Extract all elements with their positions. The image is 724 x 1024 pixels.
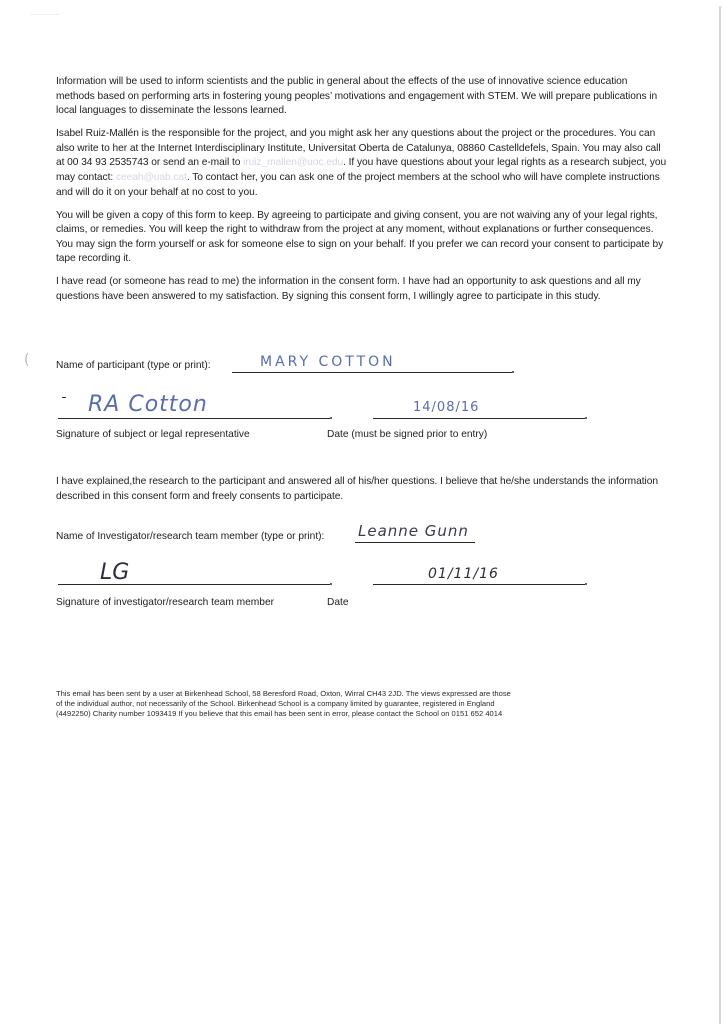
email-disclaimer-footer: This email has been sent by a user at Birkenhead School, 58 Beresford Road, Oxton, Wirral CH43 2JD. The views expressed are those of the individual author, not necessarily of the School. Birkenhead School is a company limited by guarantee, registered in England (4492250) Charity number 1093419 If you believe that this email has been sent in error, please contact the School on 0151 652 4014 — [56, 689, 511, 719]
line-end-dot — [330, 583, 332, 585]
participant-name-label: Name of participant (type or print): — [56, 360, 211, 371]
line-end-dot — [585, 583, 587, 585]
page-edge-shadow — [719, 6, 721, 1024]
email-link-ethics[interactable]: ceeah@uab.cat — [115, 171, 187, 183]
participant-name-field[interactable]: MARY COTTON — [260, 354, 396, 370]
investigator-signature-line — [58, 584, 330, 585]
investigator-name-line — [355, 542, 475, 543]
investigator-date-field[interactable]: 01/11/16 — [428, 566, 499, 582]
scan-margin-mark: ( — [24, 352, 30, 368]
participant-name-line — [232, 372, 512, 373]
investigator-signature-label: Signature of investigator/research team member — [56, 597, 275, 608]
investigator-name-field[interactable]: Leanne Gunn — [358, 522, 469, 540]
participant-date-field[interactable]: 14/08/16 — [413, 400, 480, 415]
scan-corner-mark — [30, 14, 60, 39]
investigator-name-label: Name of Investigator/research team member (type or print): — [56, 531, 325, 542]
paragraph-contact: Isabel Ruiz-Mallén is the responsible for the project, and you might ask her any questions about the project or the procedures. You can also write to her at the Internet Interdisciplinary Institute, Universitat Oberta de Catalunya, 08860 Castelldefels, Spain. You may also call at 00 34 93 2535743 or send an e-mail to iruiz_mallen@uoc.edu. If you have questions about your legal rights as a research subject, you may contact: ceeah@uab.cat. To contact her, you can ask one of the project members at the school who will have complete instructions and will do it on your behalf at no cost to you. — [56, 128, 667, 198]
participant-date-line — [373, 418, 585, 419]
investigator-statement: I have explained,the research to the participant and answered all of his/her questions. I believe that he/she understands the information described in this consent form and freely consents to participate. — [56, 476, 658, 502]
stray-mark — [62, 397, 66, 398]
paragraph-information-use: Information will be used to inform scientists and the public in general about the effects of the use of innovative science education methods based on performing arts in fostering young peoples’ motivations and engagement with STEM. We will prepare publications in local languages to disseminate the lessons learned. — [56, 76, 658, 117]
investigator-signature-field[interactable]: LG — [100, 560, 130, 585]
investigator-date-label: Date — [327, 597, 349, 608]
participant-signature-line — [58, 418, 330, 419]
line-end-dot — [585, 417, 587, 419]
line-end-dot — [330, 417, 332, 419]
consent-body — [56, 75, 668, 313]
participant-signature-label: Signature of subject or legal representative — [56, 429, 250, 440]
participant-signature-field[interactable]: RA Cotton — [88, 392, 208, 417]
paragraph-rights: You will be given a copy of this form to keep. By agreeing to participate and giving consent, you are not waiving any of your legal rights, claims, or remedies. You will keep the right to withdraw from the project at any moment, without explanations or further consequences. You may sign the form yourself or ask for someone else to sign on your behalf. If you prefer we can record your consent to participate by tape recording it. — [56, 209, 664, 265]
participant-date-label: Date (must be signed prior to entry) — [327, 429, 488, 440]
line-end-dot — [512, 371, 514, 373]
email-link-project-lead[interactable]: iruiz_mallen@uoc.edu — [243, 157, 344, 169]
paragraph-agreement: I have read (or someone has read to me) the information in the consent form. I have had an opportunity to ask questions and all my questions have been answered to my satisfaction. By signing this consent form, I willingly agree to participate in this study. — [56, 276, 641, 302]
investigator-date-line — [373, 584, 585, 585]
